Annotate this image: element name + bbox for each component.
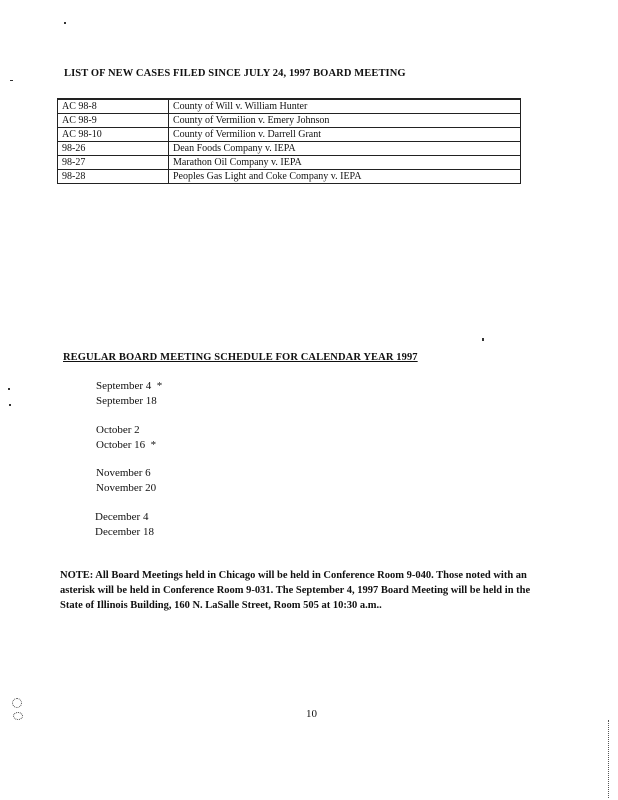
meeting-date: September 4 * bbox=[96, 380, 163, 392]
case-title: County of Will v. William Hunter bbox=[169, 99, 521, 114]
scan-artifact bbox=[9, 404, 11, 406]
table-row bbox=[58, 156, 521, 170]
scan-artifact bbox=[10, 80, 13, 81]
case-title: Marathon Oil Company v. IEPA bbox=[169, 156, 521, 170]
case-title: Peoples Gas Light and Coke Company v. IEPA bbox=[169, 170, 521, 184]
case-number: 98-27 bbox=[58, 156, 169, 170]
scan-artifact bbox=[13, 712, 23, 720]
meeting-date: October 2 bbox=[96, 424, 140, 436]
new-cases-table bbox=[57, 98, 521, 184]
table-row bbox=[58, 142, 521, 156]
scan-artifact bbox=[64, 22, 66, 24]
meeting-date: November 6 bbox=[96, 467, 151, 479]
case-number: AC 98-9 bbox=[58, 114, 169, 128]
scan-artifact bbox=[12, 698, 22, 708]
table-row bbox=[58, 170, 521, 184]
scan-artifact bbox=[482, 338, 484, 341]
case-title: Dean Foods Company v. IEPA bbox=[169, 142, 521, 156]
meeting-date: November 20 bbox=[96, 482, 157, 494]
case-number: 98-28 bbox=[58, 170, 169, 184]
meeting-location-note: NOTE: All Board Meetings held in Chicago will be held in Conference Room 9-040. Those noted with an asterisk will be held in Conference Room 9-031. The September 4, 1997 Board Meeting will be held in the State of Illinois Building, 160 N. LaSalle Street, Room 505 at 10:30 a.m.. bbox=[60, 570, 531, 611]
meeting-date: September 18 bbox=[96, 395, 157, 407]
schedule-group-december bbox=[95, 510, 154, 540]
case-number: AC 98-8 bbox=[58, 99, 169, 114]
meeting-date: October 16 * bbox=[96, 439, 157, 451]
scan-artifact bbox=[8, 388, 10, 390]
case-title: County of Vermilion v. Emery Johnson bbox=[169, 114, 521, 128]
case-title: County of Vermilion v. Darrell Grant bbox=[169, 128, 521, 142]
table-row bbox=[58, 128, 521, 142]
schedule-group-october bbox=[96, 423, 156, 453]
meeting-date: December 18 bbox=[95, 526, 154, 538]
schedule-group-november bbox=[96, 466, 156, 496]
new-cases-heading: LIST OF NEW CASES FILED SINCE JULY 24, 1997 BOARD MEETING bbox=[64, 68, 406, 79]
meeting-date: December 4 bbox=[95, 511, 149, 523]
case-number: AC 98-10 bbox=[58, 128, 169, 142]
case-number: 98-26 bbox=[58, 142, 169, 156]
table-row bbox=[58, 114, 521, 128]
table-row bbox=[58, 99, 521, 114]
scan-edge-mark bbox=[608, 720, 610, 798]
schedule-heading: REGULAR BOARD MEETING SCHEDULE FOR CALENDAR YEAR 1997 bbox=[63, 352, 418, 363]
page-number: 10 bbox=[306, 708, 317, 720]
schedule-group-september bbox=[96, 379, 162, 409]
